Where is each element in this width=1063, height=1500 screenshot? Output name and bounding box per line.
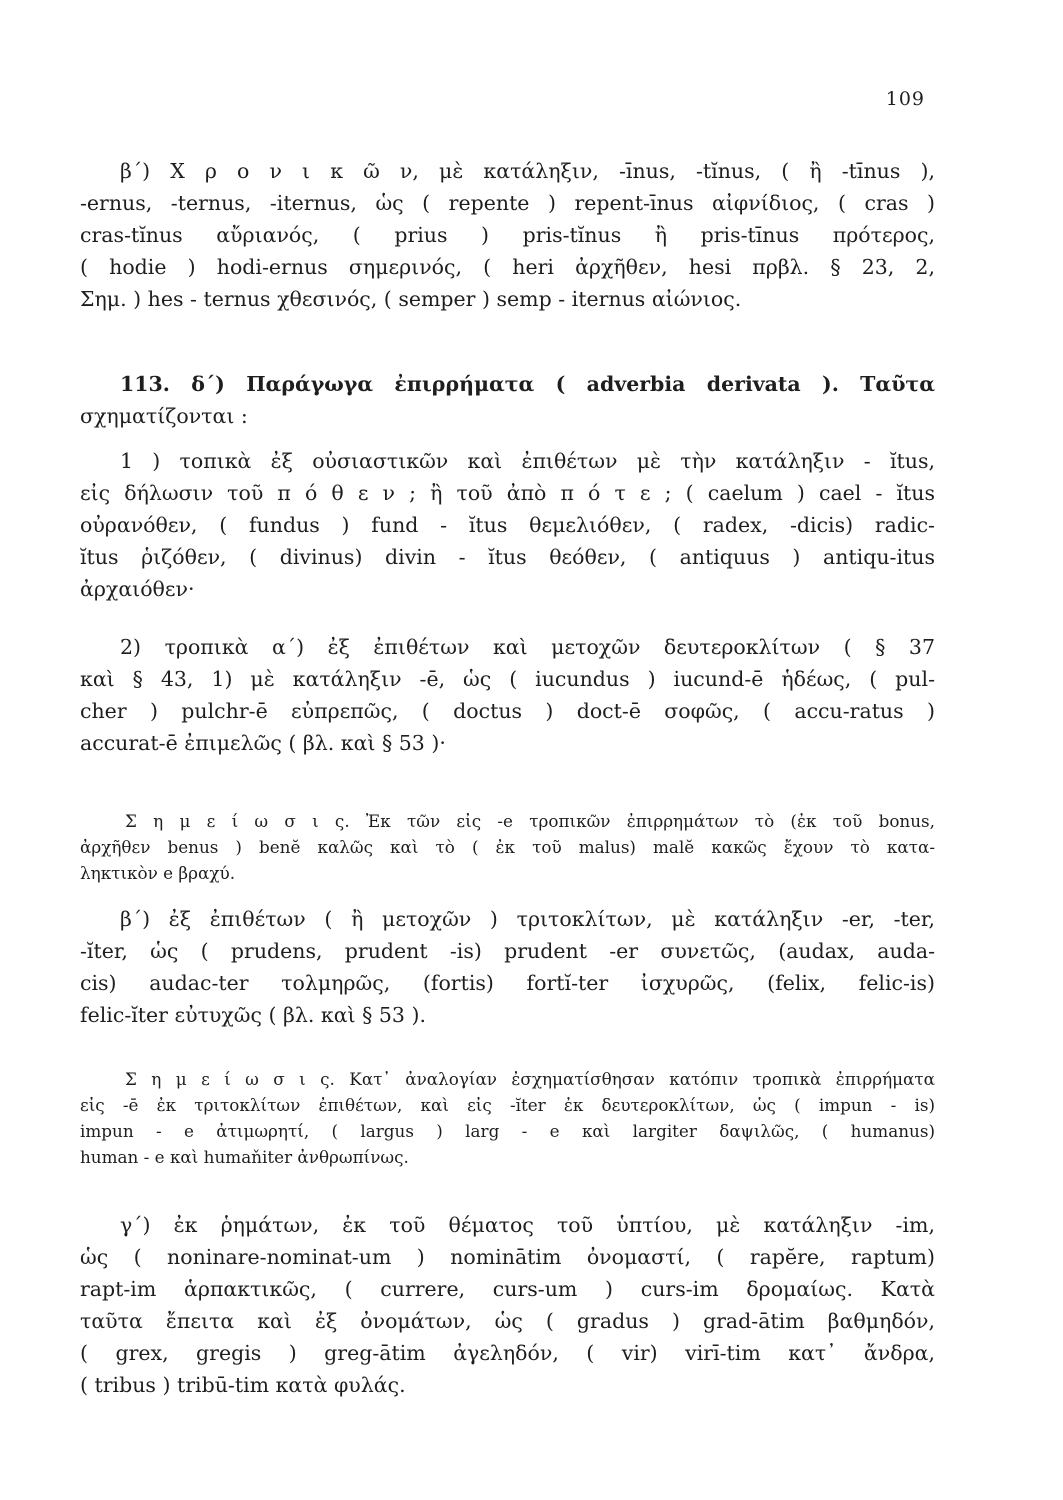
- text-line: -ĭter, ὡς ( prudens, prudent -is) prudent -er συνετῶς, (audax, auda-: [80, 939, 935, 963]
- text-line: εἰς δήλωσιν τοῦ π ό θ ε ν ; ἢ τοῦ ἀπὸ π ό τ ε ; ( caelum ) cael - ĭtus: [80, 481, 935, 505]
- note-line: εἰς -ē ἐκ τριτοκλίτων ἐπιθέτων, καὶ εἰς -ĭter ἐκ δευτεροκλίτων, ὡς ( impun - is): [80, 1095, 935, 1115]
- text-line: β΄) ἐξ ἐπιθέτων ( ἢ μετοχῶν ) τριτοκλίτων, μὲ κατάληξιν -er, -ter,: [120, 907, 935, 931]
- text-line: cher ) pulchr-ē εὐπρεπῶς, ( doctus ) doct-ē σοφῶς, ( accu-ratus ): [80, 699, 935, 723]
- note-line: ληκτικὸν e βραχύ.: [80, 863, 236, 883]
- note-line: Σ η μ ε ί ω σ ι ς. Ἐκ τῶν εἰς -e τροπικῶν ἐπιρρημάτων τὸ (ἐκ τοῦ bonus,: [125, 811, 935, 831]
- text-line: 1 ) τοπικὰ ἐξ οὐσιαστικῶν καὶ ἐπιθέτων μὲ τὴν κατάληξιν - ĭtus,: [120, 449, 935, 473]
- page-number: 109: [885, 88, 925, 110]
- note-line: impun - e ἀτιμωρητί, ( largus ) larg - e καὶ largiter δαψιλῶς, ( humanus): [80, 1121, 935, 1141]
- text-line: γ΄) ἐκ ῥημάτων, ἐκ τοῦ θέματος τοῦ ὑπτίου, μὲ κατάληξιν -im,: [120, 1213, 935, 1237]
- text-line: καὶ § 43, 1) μὲ κατάληξιν -ē, ὡς ( iucundus ) iucund-ē ἡδέως, ( pul-: [80, 667, 935, 691]
- text-line: σχηματίζονται :: [80, 404, 248, 428]
- text-line: Σημ. ) hes - ternus χθεσινός, ( semper ) semp - iternus αἰώνιος.: [80, 287, 742, 311]
- text-line: cis) audac-ter τολμηρῶς, (fortis) fortĭ-ter ἰσχυρῶς, (felix, felic-is): [80, 971, 935, 995]
- text-line: β΄) Χ ρ ο ν ι κ ῶ ν, μὲ κατάληξιν, -īnus, -tĭnus, ( ἢ -tīnus ),: [120, 159, 935, 183]
- text-line: ( tribus ) tribū-tim κατὰ φυλάς.: [80, 1373, 406, 1397]
- text-line: cras-tĭnus αὔριανός, ( prius ) pris-tĭnus ἢ pris-tīnus πρότερος,: [80, 223, 935, 247]
- note-line: ἀρχῆθεν benus ) benĕ καλῶς καὶ τὸ ( ἐκ τοῦ malus) malĕ κακῶς ἔχουν τὸ κατα-: [80, 837, 935, 857]
- text-line: 2) τροπικὰ α΄) ἐξ ἐπιθέτων καὶ μετοχῶν δευτεροκλίτων ( § 37: [120, 635, 935, 659]
- note-line: Σ η μ ε ί ω σ ι ς. Κατ᾽ ἀναλογίαν ἐσχηματίσθησαν κατόπιν τροπικὰ ἐπιρρήματα: [125, 1069, 935, 1089]
- text-line: ταῦτα ἔπειτα καὶ ἐξ ὀνομάτων, ὡς ( gradus ) grad-ātim βαθμηδόν,: [80, 1309, 935, 1333]
- text-line: ĭtus ῥιζόθεν, ( divinus) divin - ĭtus θεόθεν, ( antiquus ) antiqu-itus: [80, 545, 935, 569]
- section-heading-line: 113. δ΄) Παράγωγα ἐπιρρήματα ( adverbia derivata ). Ταῦτα: [120, 372, 935, 396]
- text-line: ὡς ( noninare-nominat-um ) nominātim ὀνομαστί, ( rapĕre, raptum): [80, 1245, 935, 1269]
- note-line: human - e καὶ humaňiter ἀνθρωπίνως.: [80, 1147, 409, 1167]
- text-line: felic-ĭter εὐτυχῶς ( βλ. καὶ § 53 ).: [80, 1003, 426, 1027]
- text-line: -ernus, -ternus, -iternus, ὡς ( repente ) repent-īnus αἰφνίδιος, ( cras ): [80, 191, 935, 215]
- book-page: [80, 88, 935, 1448]
- text-line: ( grex, gregis ) greg-ātim ἀγεληδόν, ( vir) virī-tim κατ᾽ ἄνδρα,: [80, 1341, 935, 1365]
- text-line: ἀρχαιόθεν·: [80, 577, 195, 601]
- text-line: ( hodie ) hodi-ernus σημερινός, ( heri ἀρχῆθεν, hesi πρβλ. § 23, 2,: [80, 255, 935, 279]
- text-line: rapt-im ἁρπακτικῶς, ( currere, curs-um ) curs-im δρομαίως. Κατὰ: [80, 1277, 935, 1301]
- text-line: accurat-ē ἐπιμελῶς ( βλ. καὶ § 53 )·: [80, 731, 446, 755]
- text-line: οὐρανόθεν, ( fundus ) fund - ĭtus θεμελιόθεν, ( radex, -dicis) radic-: [80, 513, 935, 537]
